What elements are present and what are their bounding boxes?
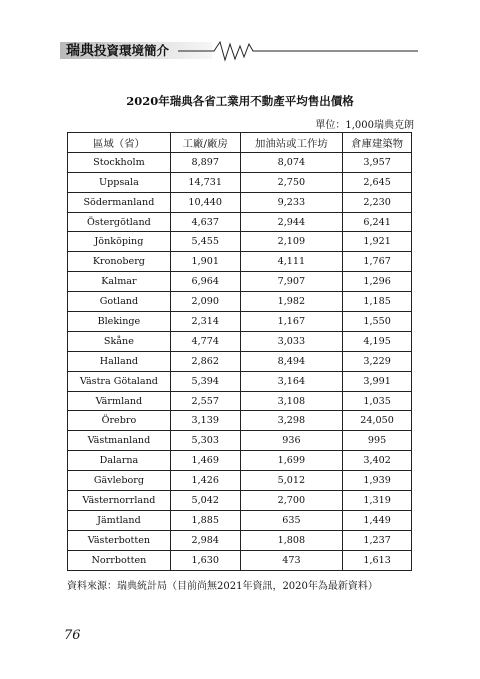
- factory-cell: 2,090: [170, 292, 240, 312]
- gas-station-workshop-cell: 4,111: [240, 252, 343, 272]
- gas-station-workshop-cell: 2,109: [240, 232, 343, 252]
- table-body: [68, 152, 412, 570]
- gas-station-workshop-cell: 1,699: [240, 451, 343, 471]
- region-cell: Gävleborg: [68, 471, 171, 491]
- gas-station-workshop-cell: 3,298: [240, 411, 343, 431]
- gas-station-workshop-cell: 2,944: [240, 212, 343, 232]
- region-cell: Skåne: [68, 331, 171, 351]
- region-cell: Västmanland: [68, 431, 171, 451]
- factory-cell: 2,314: [170, 312, 240, 332]
- region-cell: Uppsala: [68, 172, 171, 192]
- factory-cell: 5,394: [170, 371, 240, 391]
- page-number: 76: [64, 628, 81, 643]
- warehouse-cell: 6,241: [343, 212, 412, 232]
- factory-cell: 1,426: [170, 471, 240, 491]
- column-header-gas-station-workshop: 加油站或工作坊: [240, 133, 343, 153]
- table-row: [68, 212, 412, 232]
- warehouse-cell: 1,185: [343, 292, 412, 312]
- region-cell: Södermanland: [68, 192, 171, 212]
- region-cell: Dalarna: [68, 451, 171, 471]
- table-header-row: [68, 133, 412, 153]
- factory-cell: 6,964: [170, 272, 240, 292]
- table-row: [68, 491, 412, 511]
- factory-cell: 5,455: [170, 232, 240, 252]
- region-cell: Östergötland: [68, 212, 171, 232]
- table-row: [68, 351, 412, 371]
- gas-station-workshop-cell: 3,033: [240, 331, 343, 351]
- region-cell: Kronoberg: [68, 252, 171, 272]
- table-row: [68, 292, 412, 312]
- warehouse-cell: 1,035: [343, 391, 412, 411]
- factory-cell: 4,774: [170, 331, 240, 351]
- price-table: [67, 132, 412, 571]
- warehouse-cell: 4,195: [343, 331, 412, 351]
- table-row: [68, 232, 412, 252]
- table-row: [68, 272, 412, 292]
- gas-station-workshop-cell: 936: [240, 431, 343, 451]
- warehouse-cell: 3,957: [343, 152, 412, 172]
- warehouse-cell: 1,449: [343, 510, 412, 530]
- gas-station-workshop-cell: 1,808: [240, 530, 343, 550]
- table-row: [68, 451, 412, 471]
- gas-station-workshop-cell: 8,074: [240, 152, 343, 172]
- header-title: [66, 42, 169, 59]
- warehouse-cell: 24,050: [343, 411, 412, 431]
- header-title-lead: 瑞典: [66, 43, 94, 59]
- table-row: [68, 312, 412, 332]
- table-row: [68, 192, 412, 212]
- region-cell: Gotland: [68, 292, 171, 312]
- gas-station-workshop-cell: 9,233: [240, 192, 343, 212]
- table-row: [68, 252, 412, 272]
- factory-cell: 5,042: [170, 491, 240, 511]
- table-row: [68, 371, 412, 391]
- region-cell: Jönköping: [68, 232, 171, 252]
- factory-cell: 1,901: [170, 252, 240, 272]
- factory-cell: 4,637: [170, 212, 240, 232]
- factory-cell: 3,139: [170, 411, 240, 431]
- column-header-region: 區域（省）: [68, 133, 171, 153]
- table-row: [68, 530, 412, 550]
- gas-station-workshop-cell: 3,164: [240, 371, 343, 391]
- table-row: [68, 510, 412, 530]
- unit-label: 單位：1,000瑞典克朗: [315, 120, 414, 131]
- table-row: [68, 411, 412, 431]
- factory-cell: 1,630: [170, 550, 240, 570]
- warehouse-cell: 1,319: [343, 491, 412, 511]
- region-cell: Stockholm: [68, 152, 171, 172]
- warehouse-cell: 2,230: [343, 192, 412, 212]
- source-note: 資料來源：瑞典統計局（目前尚無2021年資訊，2020年為最新資料）: [67, 581, 378, 592]
- factory-cell: 1,469: [170, 451, 240, 471]
- factory-cell: 10,440: [170, 192, 240, 212]
- warehouse-cell: 3,991: [343, 371, 412, 391]
- table-row: [68, 471, 412, 491]
- warehouse-cell: 1,939: [343, 471, 412, 491]
- region-cell: Norrbotten: [68, 550, 171, 570]
- warehouse-cell: 995: [343, 431, 412, 451]
- table-row: [68, 550, 412, 570]
- factory-cell: 2,862: [170, 351, 240, 371]
- warehouse-cell: 2,645: [343, 172, 412, 192]
- warehouse-cell: 1,237: [343, 530, 412, 550]
- region-cell: Blekinge: [68, 312, 171, 332]
- table-row: [68, 152, 412, 172]
- factory-cell: 2,984: [170, 530, 240, 550]
- warehouse-cell: 1,767: [343, 252, 412, 272]
- factory-cell: 5,303: [170, 431, 240, 451]
- gas-station-workshop-cell: 2,700: [240, 491, 343, 511]
- gas-station-workshop-cell: 1,982: [240, 292, 343, 312]
- region-cell: Värmland: [68, 391, 171, 411]
- region-cell: Halland: [68, 351, 171, 371]
- gas-station-workshop-cell: 3,108: [240, 391, 343, 411]
- table-row: [68, 331, 412, 351]
- gas-station-workshop-cell: 473: [240, 550, 343, 570]
- page-header: [0, 0, 480, 66]
- header-wave-line: [178, 38, 418, 64]
- gas-station-workshop-cell: 8,494: [240, 351, 343, 371]
- gas-station-workshop-cell: 5,012: [240, 471, 343, 491]
- region-cell: Västernorrland: [68, 491, 171, 511]
- region-cell: Västra Götaland: [68, 371, 171, 391]
- gas-station-workshop-cell: 2,750: [240, 172, 343, 192]
- region-cell: Västerbotten: [68, 530, 171, 550]
- header-title-rest: 投資環境簡介: [94, 43, 170, 58]
- warehouse-cell: 1,550: [343, 312, 412, 332]
- factory-cell: 1,885: [170, 510, 240, 530]
- warehouse-cell: 1,296: [343, 272, 412, 292]
- warehouse-cell: 3,402: [343, 451, 412, 471]
- gas-station-workshop-cell: 635: [240, 510, 343, 530]
- column-header-warehouse: 倉庫建築物: [343, 133, 412, 153]
- table-row: [68, 172, 412, 192]
- warehouse-cell: 1,921: [343, 232, 412, 252]
- table-row: [68, 431, 412, 451]
- region-cell: Jämtland: [68, 510, 171, 530]
- table-row: [68, 391, 412, 411]
- gas-station-workshop-cell: 7,907: [240, 272, 343, 292]
- column-header-factory: 工廠/廠房: [170, 133, 240, 153]
- document-title: 2020年瑞典各省工業用不動產平均售出價格: [126, 94, 354, 108]
- factory-cell: 8,897: [170, 152, 240, 172]
- warehouse-cell: 1,613: [343, 550, 412, 570]
- factory-cell: 2,557: [170, 391, 240, 411]
- region-cell: Kalmar: [68, 272, 171, 292]
- gas-station-workshop-cell: 1,167: [240, 312, 343, 332]
- warehouse-cell: 3,229: [343, 351, 412, 371]
- factory-cell: 14,731: [170, 172, 240, 192]
- region-cell: Örebro: [68, 411, 171, 431]
